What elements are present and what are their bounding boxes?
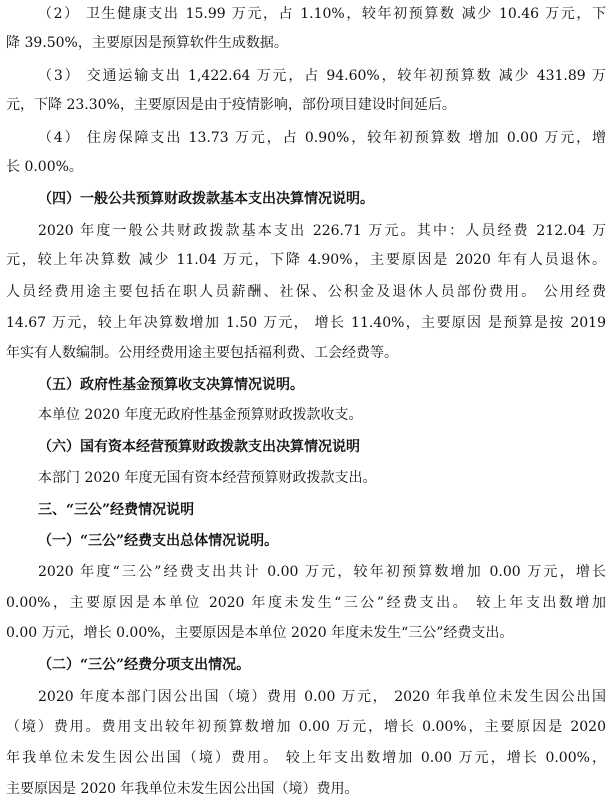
paragraph-line: 2020 年度本部门因公出国（境）费用 0.00 万元， 2020 年我单位未发生因公出国 <box>38 689 606 705</box>
section-heading: （六）国有资本经营预算财政拨款支出决算情况说明 <box>38 439 360 455</box>
paragraph-line: （境）费用。费用支出较年初预算数增加 0.00 万元，增长 0.00%，主要原因是 2020 <box>6 719 606 735</box>
section-heading: （五）政府性基金预算收支决算情况说明。 <box>38 377 304 393</box>
paragraph-line: 元，下降 23.30%，主要原因是由于疫情影响，部份项目建设时间延后。 <box>6 97 456 113</box>
paragraph-line: 年实有人数编制。公用经费用途主要包括福利费、工会经费等。 <box>6 345 398 361</box>
paragraph-line: 0.00%，主要原因是本单位 2020 年度未发生“三公”经费支出。 较上年支出数增加 <box>6 595 606 611</box>
paragraph-line: 2020 年度一般公共财政拨款基本支出 226.71 万元。其中：人员经费 212.04 万 <box>38 223 606 239</box>
section-heading: （二）“三公”经费分项支出情况。 <box>38 657 251 673</box>
paragraph-line: 元，较上年决算数 减少 11.04 万元，下降 4.90%，主要原因是 2020 年有人员退休。 <box>6 252 606 268</box>
paragraph-line: 2020 年度“三公”经费支出共计 0.00 万元，较年初预算数增加 0.00 万元，增长 <box>38 564 606 580</box>
paragraph-line: （2） 卫生健康支出 15.99 万元，占 1.10%，较年初预算数 减少 10.46 万元，下 <box>38 6 606 22</box>
paragraph-line: 长 0.00%。 <box>6 159 83 175</box>
section-heading: （四）一般公共预算财政拨款基本支出决算情况说明。 <box>38 191 374 207</box>
paragraph-line: （4） 住房保障支出 13.73 万元，占 0.90%，较年初预算数 增加 0.00 万元，增 <box>38 130 606 146</box>
section-heading: （一）“三公”经费支出总体情况说明。 <box>38 533 279 549</box>
paragraph-line: 主要原因是 2020 年我单位未发生因公出国（境）费用。 <box>6 781 359 797</box>
paragraph-line: 本部门 2020 年度无国有资本经营预算财政拨款支出。 <box>38 470 377 486</box>
paragraph-line: 14.67 万元，较上年决算数增加 1.50 万元， 增长 11.40%，主要原因 是预算是按 2019 <box>6 315 606 331</box>
chapter-heading: 三、“三公”经费情况说明 <box>38 502 195 518</box>
paragraph-line: 本单位 2020 年度无政府性基金预算财政拨款收支。 <box>38 407 363 423</box>
paragraph-line: 降 39.50%，主要原因是预算软件生成数据。 <box>6 35 288 51</box>
paragraph-line: 人员经费用途主要包括在职人员薪酬、社保、公积金及退休人员部份费用。 公用经费 <box>6 284 606 300</box>
paragraph-line: 0.00 万元，增长 0.00%，主要原因是本单位 2020 年度未发生“三公”经费支出。 <box>6 625 514 641</box>
paragraph-line: （3） 交通运输支出 1,422.64 万元，占 94.60%，较年初预算数 减少 431.89 万 <box>38 68 606 84</box>
paragraph-line: 年我单位未发生因公出国（境）费用。 较上年支出数增加 0.00 万元，增长 0.00%， <box>6 750 606 766</box>
